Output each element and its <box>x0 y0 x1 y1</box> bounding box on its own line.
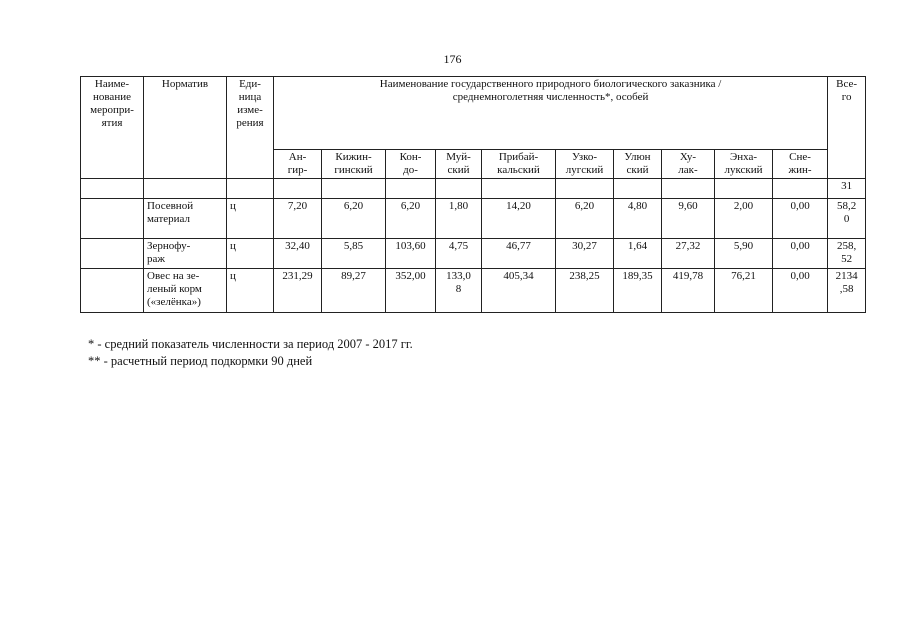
table-cell: 133,0 8 <box>436 269 482 313</box>
column-number: 31 <box>828 179 866 199</box>
page-number: 176 <box>443 52 462 66</box>
table-cell: 189,35 <box>614 269 662 313</box>
table-cell: 9,60 <box>662 199 715 239</box>
table-cell: 4,80 <box>614 199 662 239</box>
cell-line: жин- <box>788 164 812 176</box>
table-cell <box>614 150 662 179</box>
table-cell: 27,32 <box>662 239 715 269</box>
table-cell <box>614 179 662 199</box>
table-cell: 352,00 <box>386 269 436 313</box>
cell-line: ница <box>238 91 262 103</box>
table-cell: 0,00 <box>773 199 828 239</box>
table-cell <box>556 179 614 199</box>
table-cell <box>81 199 144 239</box>
table-cell <box>81 269 144 313</box>
norm-cell <box>144 199 227 239</box>
cell-line: лукский <box>724 164 763 176</box>
table-cell <box>715 150 773 179</box>
total-cell <box>828 199 866 239</box>
footnotes <box>88 336 413 370</box>
total-cell <box>828 239 866 269</box>
table-cell: 231,29 <box>274 269 322 313</box>
cell-line: до- <box>403 164 418 176</box>
cell-line: Наименование государственного природного биологического заказника / <box>379 78 722 90</box>
header-col-name <box>81 77 144 179</box>
cell-line: Энха- <box>729 151 758 163</box>
table-cell <box>556 150 614 179</box>
table-cell <box>322 179 386 199</box>
cell-line: материал <box>147 213 191 225</box>
unit-cell: ц <box>227 199 274 239</box>
feeding-table <box>80 76 866 313</box>
reserve-header <box>718 151 769 177</box>
reserve-header <box>485 151 552 177</box>
cell-line: Зернофу- <box>147 240 191 252</box>
table-cell: 6,20 <box>556 199 614 239</box>
table-cell <box>482 179 556 199</box>
cell-line: Сне- <box>789 151 811 163</box>
cell-line: 258, <box>837 240 857 252</box>
footnote: * - средний показатель численности за период 2007 - 2017 гг. <box>88 337 413 351</box>
table-cell: 89,27 <box>322 269 386 313</box>
reserve-header <box>776 151 824 177</box>
header-col-total <box>828 77 866 179</box>
table-cell <box>436 179 482 199</box>
cell-line: Кон- <box>399 151 422 163</box>
table-cell <box>322 150 386 179</box>
cell-line: Кижин- <box>335 151 372 163</box>
table-cell: 6,20 <box>322 199 386 239</box>
table-row <box>81 239 866 269</box>
table-cell: 14,20 <box>482 199 556 239</box>
table-cell <box>81 239 144 269</box>
reserve-header <box>389 151 432 177</box>
cell-line: Ху- <box>679 151 697 163</box>
table-cell <box>715 179 773 199</box>
table-cell: 6,20 <box>386 199 436 239</box>
cell-line: Муй- <box>446 151 471 163</box>
cell-line: Посевной <box>147 200 194 212</box>
cell-line: леный корм <box>147 283 202 295</box>
norm-cell <box>144 269 227 313</box>
table-cell: 5,85 <box>322 239 386 269</box>
cell-line: нование <box>93 91 131 103</box>
table-cell <box>386 150 436 179</box>
header-row-1 <box>81 77 866 150</box>
cell-line: ятия <box>101 117 123 129</box>
cell-line: рения <box>236 117 264 129</box>
header-col-unit <box>227 77 274 179</box>
reserve-header <box>277 151 318 177</box>
cell-line: Наиме- <box>94 78 130 90</box>
cell-line: изме- <box>237 104 263 116</box>
table-cell: 0,00 <box>773 269 828 313</box>
table-cell <box>227 179 274 199</box>
cell-line: Ан- <box>288 151 307 163</box>
cell-line: меропри- <box>90 104 134 116</box>
unit-cell: ц <box>227 239 274 269</box>
cell-line: ский <box>447 164 470 176</box>
table-cell: 76,21 <box>715 269 773 313</box>
table-cell <box>773 179 828 199</box>
cell-line: среднемноголетняя численность*, особей <box>452 91 649 103</box>
cell-line: Овес на зе- <box>147 270 200 282</box>
cell-line: Прибай- <box>498 151 539 163</box>
cell-line: лугский <box>565 164 604 176</box>
table-cell: 4,75 <box>436 239 482 269</box>
header-col-norm: Норматив <box>144 77 227 179</box>
total-cell <box>828 269 866 313</box>
cell-line: («зелёнка») <box>147 296 201 308</box>
table-cell: 238,25 <box>556 269 614 313</box>
table-cell <box>274 150 322 179</box>
reserve-header <box>665 151 711 177</box>
cell-line: раж <box>147 253 165 265</box>
cell-line: лак- <box>678 164 698 176</box>
header-reserve-group <box>274 77 828 150</box>
cell-line: кальский <box>497 164 540 176</box>
cell-line: ский <box>626 164 649 176</box>
cell-line: 0 <box>843 213 850 225</box>
cell-line: Все- <box>836 78 858 90</box>
table-cell <box>386 179 436 199</box>
table-row <box>81 199 866 239</box>
table-cell: 419,78 <box>662 269 715 313</box>
table-cell: 1,64 <box>614 239 662 269</box>
table-cell <box>662 150 715 179</box>
table-cell: 0,00 <box>773 239 828 269</box>
cell-line: гинский <box>334 164 373 176</box>
table-cell: 2,00 <box>715 199 773 239</box>
cell-line: гир- <box>287 164 308 176</box>
table-cell <box>81 179 144 199</box>
table-cell <box>274 179 322 199</box>
table-cell <box>662 179 715 199</box>
column-number-row <box>81 179 866 199</box>
table-cell: 30,27 <box>556 239 614 269</box>
unit-cell: ц <box>227 269 274 313</box>
norm-cell <box>144 239 227 269</box>
cell-line: Улюн <box>624 151 651 163</box>
table-cell: 7,20 <box>274 199 322 239</box>
reserve-header <box>617 151 658 177</box>
table-cell <box>144 179 227 199</box>
reserve-header <box>439 151 478 177</box>
cell-line: 52 <box>841 253 853 265</box>
table-row <box>81 269 866 313</box>
footnote: ** - расчетный период подкормки 90 дней <box>88 354 313 368</box>
cell-line: Узко- <box>571 151 598 163</box>
cell-line: Еди- <box>239 78 261 90</box>
cell-line: 58,2 <box>837 200 857 212</box>
reserve-header <box>559 151 610 177</box>
table-cell: 1,80 <box>436 199 482 239</box>
cell-line: го <box>841 91 852 103</box>
table-cell <box>436 150 482 179</box>
table-cell: 46,77 <box>482 239 556 269</box>
table-cell <box>773 150 828 179</box>
table-cell: 103,60 <box>386 239 436 269</box>
table-cell <box>482 150 556 179</box>
table-cell: 32,40 <box>274 239 322 269</box>
cell-line: 2134 <box>835 270 858 282</box>
table-cell: 405,34 <box>482 269 556 313</box>
reserve-header <box>325 151 382 177</box>
cell-line: ,58 <box>839 283 854 295</box>
table-cell: 5,90 <box>715 239 773 269</box>
